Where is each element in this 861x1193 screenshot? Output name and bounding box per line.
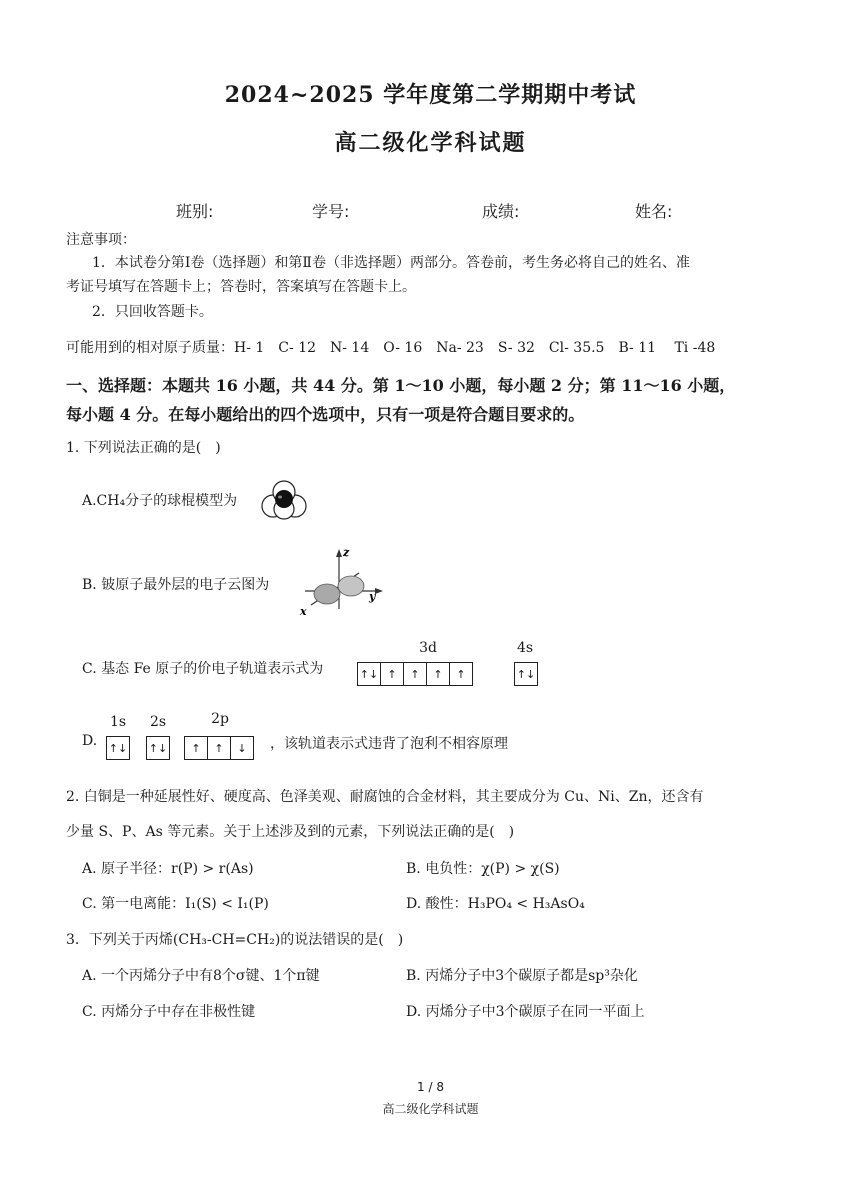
question-1-option-d-prefix: D.: [82, 733, 98, 749]
axis-y-label: y: [369, 590, 376, 603]
orbital-box: ↑: [191, 741, 201, 755]
notice-item-1-line-2: 考证号填写在答题卡上；答卷时，答案填写在答题卡上。: [66, 279, 416, 295]
orbital-box: ↑↓: [108, 741, 128, 755]
orbital-diagram-3d: [357, 662, 473, 686]
student-id-field-label: 学号:: [312, 202, 350, 221]
p-orbital-electron-cloud-icon: [297, 545, 387, 617]
orbital-box: ↑: [449, 663, 472, 685]
exam-title: 2024~2025 学年度第二学期期中考试: [224, 82, 637, 108]
orbital-box: ↑: [426, 663, 449, 685]
question-3-option-b: B. 丙烯分子中3个碳原子都是sp³杂化: [406, 968, 638, 984]
name-field-label: 姓名:: [635, 202, 673, 221]
question-1-option-d-text: ，该轨道表示式违背了泡利不相容原理: [270, 736, 508, 752]
ch4-ball-stick-model-icon: [257, 478, 311, 520]
footer-subject: 高二级化学科试题: [382, 1102, 479, 1116]
axis-z-label: z: [343, 546, 350, 559]
orbital-label-2s: 2s: [149, 714, 167, 730]
question-3-stem: 3．下列关于丙烯(CH₃-CH=CH₂)的说法错误的是( ): [66, 932, 404, 948]
question-2-stem-line-2: 少量 S、P、As 等元素。关于上述涉及到的元素，下列说法正确的是( ): [66, 824, 515, 840]
notice-item-1-line-1: 1．本试卷分第Ⅰ卷（选择题）和第Ⅱ卷（非选择题）两部分。答卷前，考生务必将自己的姓名、准: [92, 255, 690, 271]
notice-item-2: 2．只回收答题卡。: [92, 304, 213, 320]
orbital-diagram-2p: [184, 736, 254, 760]
question-2-option-b: B. 电负性：χ(P) > χ(S): [406, 861, 560, 877]
orbital-box: ↑↓: [516, 667, 536, 681]
orbital-label-1s: 1s: [109, 714, 127, 730]
orbital-label-4s: 4s: [516, 640, 534, 656]
orbital-box: ↓: [230, 737, 253, 759]
atomic-masses-line: 可能用到的相对原子质量：H- 1 C- 12 N- 14 O- 16 Na- 23 S- 32 Cl- 35.5 B- 11 Ti -48: [66, 340, 716, 356]
orbital-diagram-2s: [146, 736, 170, 760]
question-2-stem-line-1: 2. 白铜是一种延展性好、硬度高、色泽美观、耐腐蚀的合金材料，其主要成分为 Cu、Ni、Zn，还含有: [66, 789, 704, 805]
orbital-label-2p: 2p: [211, 711, 229, 727]
orbital-diagram-4s: [514, 662, 538, 686]
class-field-label: 班别:: [176, 202, 214, 221]
section-heading-line-2: 每小题 4 分。在每小题给出的四个选项中，只有一项是符合题目要求的。: [66, 405, 585, 424]
orbital-label-3d: 3d: [419, 640, 437, 656]
notice-heading: 注意事项：: [66, 232, 136, 248]
question-1-option-a: A.CH₄分子的球棍模型为: [82, 493, 238, 509]
orbital-box: ↑↓: [359, 667, 379, 681]
section-heading-line-1: 一、选择题：本题共 16 小题，共 44 分。第 1～10 小题，每小题 2 分；第 11～16 小题，: [66, 376, 736, 395]
orbital-box: ↑: [403, 663, 426, 685]
question-2-option-c: C. 第一电离能：I₁(S) < I₁(P): [82, 896, 269, 912]
question-1-stem: 1. 下列说法正确的是( ): [66, 440, 221, 456]
orbital-diagram-1s: [106, 736, 130, 760]
orbital-box: ↑: [380, 663, 403, 685]
question-3-option-c: C. 丙烯分子中存在非极性键: [82, 1004, 256, 1020]
score-field-label: 成绩:: [482, 202, 520, 221]
question-3-option-d: D. 丙烯分子中3个碳原子在同一平面上: [406, 1004, 645, 1020]
orbital-box: ↑: [207, 737, 230, 759]
question-2-option-a: A. 原子半径：r(P) > r(As): [82, 861, 254, 877]
question-1-option-b: B. 铍原子最外层的电子云图为: [82, 577, 270, 593]
axis-x-label: x: [300, 605, 307, 617]
question-3-option-a: A. 一个丙烯分子中有8个σ键、1个π键: [82, 968, 320, 984]
orbital-box: ↑↓: [148, 741, 168, 755]
subject-title: 高二级化学科试题: [334, 130, 527, 156]
question-2-option-d: D. 酸性：H₃PO₄ < H₃AsO₄: [406, 896, 585, 912]
page-number: 1 / 8: [417, 1080, 444, 1094]
question-1-option-c: C. 基态 Fe 原子的价电子轨道表示式为: [82, 661, 324, 677]
